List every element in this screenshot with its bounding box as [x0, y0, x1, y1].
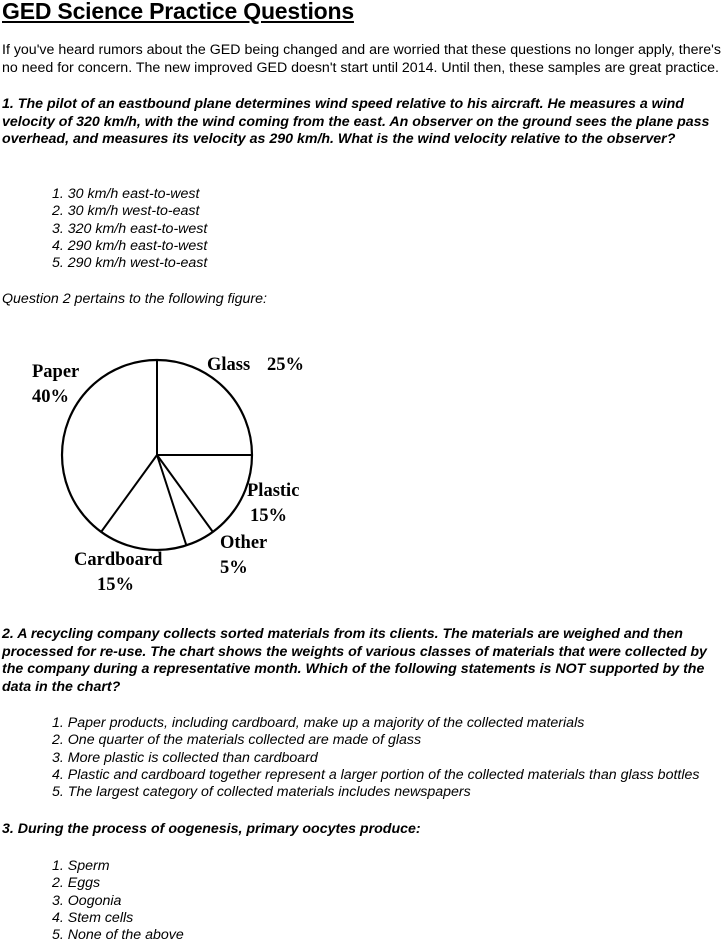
option: 1. 30 km/h east-to-west: [52, 186, 200, 202]
label-other-value: 5%: [220, 558, 248, 578]
question-3-options: [52, 858, 184, 944]
page-title: GED Science Practice Questions: [2, 0, 354, 24]
option: 2. Eggs: [52, 875, 101, 892]
label-cardboard-value: 15%: [97, 575, 134, 595]
option: 5. The largest category of collected materials includes newspapers: [52, 784, 471, 801]
option: 3. Oogonia: [52, 892, 122, 909]
option: 1. Sperm: [52, 858, 110, 874]
option: 2. 30 km/h west-to-east: [52, 203, 200, 220]
question-2-options: [52, 715, 699, 801]
option: 5. 290 km/h west-to-east: [52, 255, 208, 272]
option: 3. More plastic is collected than cardboard: [52, 749, 318, 766]
label-other: Other: [220, 533, 268, 553]
option: 4. Plastic and cardboard together represent a larger portion of the collected materials than glass bottles: [52, 766, 700, 783]
label-cardboard: Cardboard: [74, 550, 163, 570]
pie-chart: [2, 330, 342, 600]
label-paper-value: 40%: [32, 387, 69, 407]
question-1-options: [52, 186, 207, 272]
question-3-text: 3. During the process of oogenesis, primary oocytes produce:: [2, 821, 421, 837]
option: 4. Stem cells: [52, 909, 134, 926]
slice-boundary-paper: [101, 455, 157, 532]
slice-boundary-cardboard: [157, 455, 186, 545]
option: 4. 290 km/h east-to-west: [52, 237, 208, 254]
option: 1. Paper products, including cardboard, make up a majority of the collected materials: [52, 715, 585, 731]
label-plastic-value: 15%: [250, 506, 287, 526]
label-plastic: Plastic: [247, 481, 300, 501]
intro-paragraph: If you've heard rumors about the GED being changed and are worried that these questions no longer apply, there's no need for concern. The new improved GED doesn't start until 2014. Until then, these samples are great practice.: [2, 42, 721, 76]
label-glass: Glass: [207, 355, 251, 375]
question-1-text: 1. The pilot of an eastbound plane determines wind speed relative to his aircraft. He measures a wind velocity of 320 km/h, with the wind coming from the east. An observer on the ground sees the plane pass overhead, and measures its velocity as 290 km/h. What is the wind velocity relative to the observer?: [2, 96, 710, 147]
option: 3. 320 km/h east-to-west: [52, 220, 208, 237]
figure-caption: Question 2 pertains to the following figure:: [2, 291, 267, 307]
option: 5. None of the above: [52, 927, 184, 944]
label-paper: Paper: [32, 362, 80, 382]
option: 2. One quarter of the materials collected are made of glass: [52, 732, 422, 749]
label-glass-value: 25%: [267, 355, 304, 375]
question-2-text: 2. A recycling company collects sorted materials from its clients. The materials are weighed and then processed for re-use. The chart shows the weights of various classes of materials that were collected by the company during a representative month. Which of the following statements is NOT supported by the data in the chart?: [2, 626, 707, 695]
slice-boundary-other: [157, 455, 213, 532]
